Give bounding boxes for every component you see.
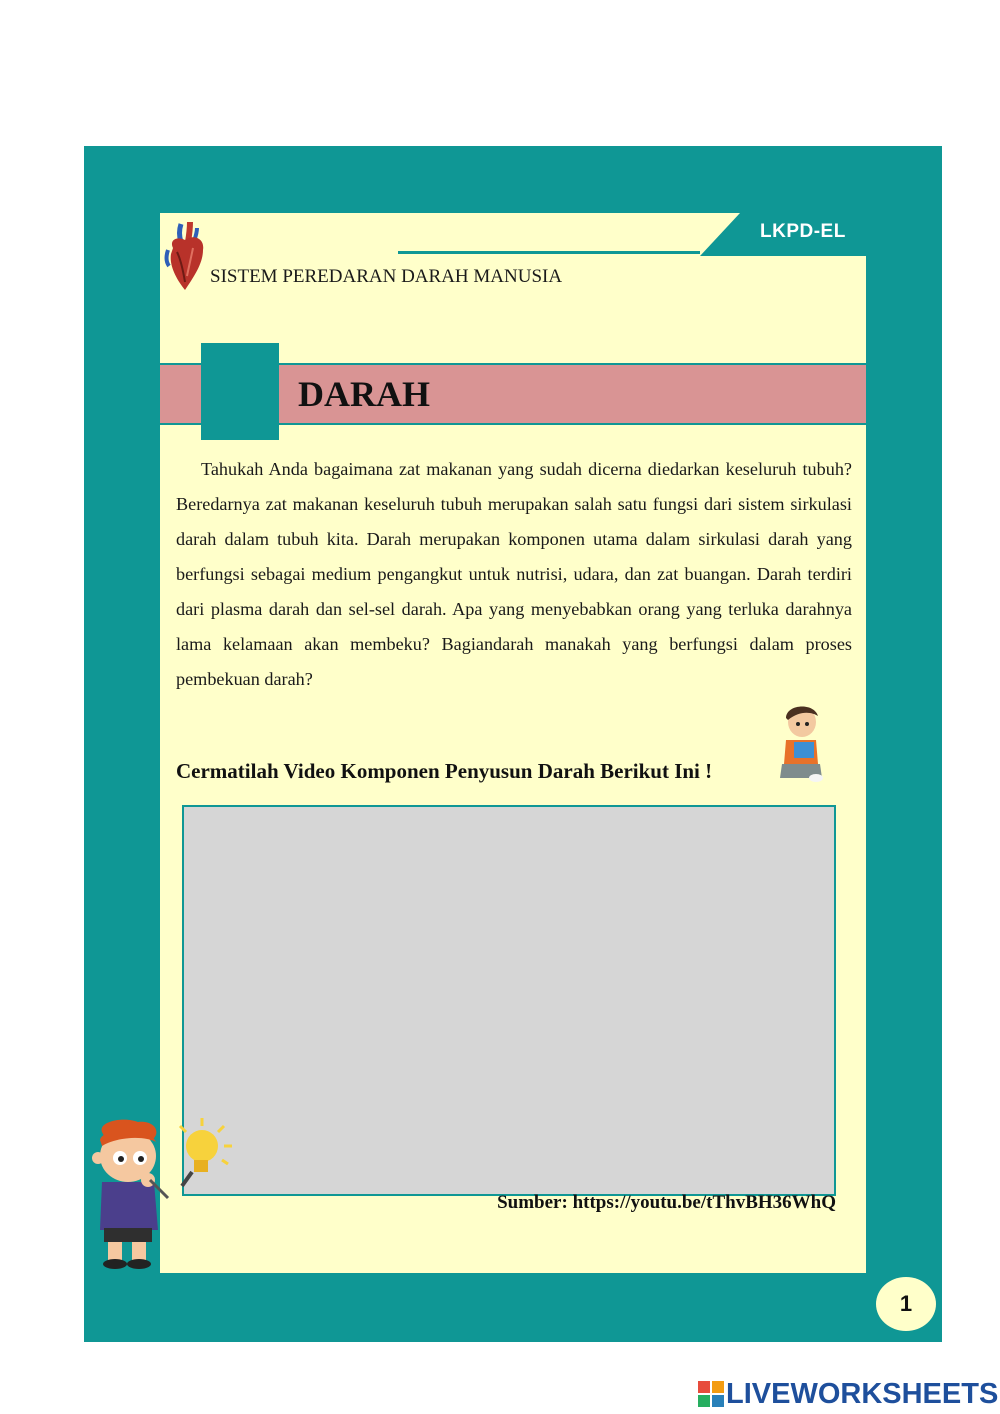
lightbulb-icon — [168, 1112, 240, 1192]
title-accent-square — [201, 343, 279, 440]
page-number: 1 — [876, 1277, 936, 1331]
heart-icon — [163, 220, 213, 296]
video-source: Sumber: https://youtu.be/tThvBH36WhQ — [497, 1192, 836, 1213]
video-placeholder[interactable] — [182, 805, 836, 1196]
intro-paragraph: Tahukah Anda bagaimana zat makanan yang sudah dicerna diedarkan keseluruh tubuh? Beredarnya zat makanan keseluruh tubuh merupakan salah satu fungsi dari sistem sirkulasi darah dalam tubuh kita. Darah merupakan komponen utama dalam sirkulasi darah yang berfungsi sebagai medium pengangkut untuk nutrisi, udara, dan zat buangan. Darah terdiri dari plasma darah dan sel-sel darah. Apa yang menyebabkan orang yang terluka darahnya lama kelamaan akan membeku? Bagiandarah manakah yang berfungsi dalam proses pembekuan darah? — [176, 459, 852, 689]
thinking-kid-icon — [88, 1118, 178, 1270]
subject-title: SISTEM PEREDARAN DARAH MANUSIA — [210, 266, 563, 287]
brand-name: LIVEWORKSHEETS — [726, 1378, 999, 1410]
liveworksheets-logo-icon — [698, 1381, 724, 1407]
header-divider — [398, 251, 700, 254]
reader-child-icon — [776, 700, 826, 784]
section-title: DARAH — [298, 374, 430, 414]
badge-label: LKPD-EL — [760, 221, 846, 242]
liveworksheets-brand[interactable] — [698, 1374, 998, 1414]
video-instruction: Cermatilah Video Komponen Penyusun Darah Berikut Ini ! — [176, 759, 713, 783]
